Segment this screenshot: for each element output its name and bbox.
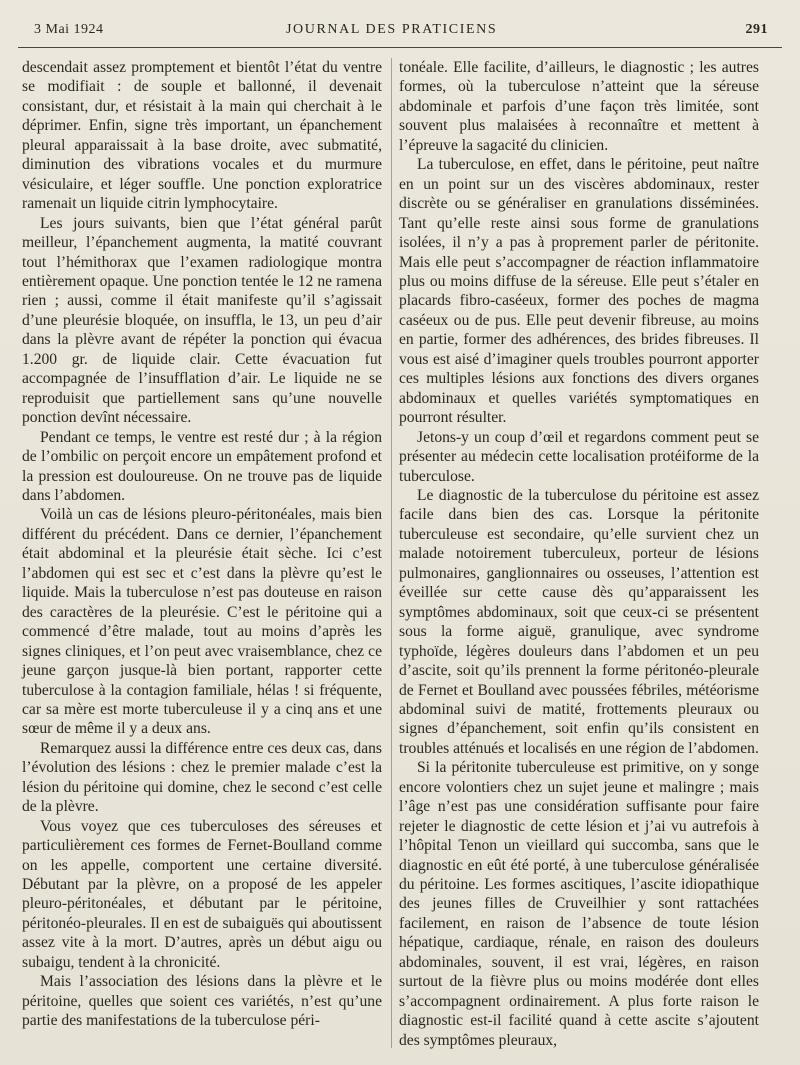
paragraph: Voilà un cas de lésions pleuro-péritonéales, mais bien différent du précédent. Dans ce dernier, l’épanchement était abdominal et la pleurésie était sèche. Ici c’est l’abdomen qui est sec et c’est dans la plèvre qu’est le liquide. Mais la tuberculose n’est pas douteuse en raison des caractères de la pleurésie. C’est le péritoine qui a commencé d’être malade, tout au moins d’après les signes cliniques, et l’on peut avec vraisemblance, chez ce jeune garçon jusque-là bien portant, rapporter cette tuberculose à la contagion familiale, hélas ! si fréquente, car sa mère est morte tuberculeuse il y a cinq ans et une sœur de même il y a deux ans. — [22, 506, 382, 738]
paragraph: tonéale. Elle facilite, d’ailleurs, le diagnostic ; les autres formes, où la tuberculose n’atteint que la séreuse abdominale et parfois d’une façon très limitée, sont souvent plus malaisées à reconnaître et mettent à l’épreuve la sagacité du clinicien. — [399, 59, 759, 154]
running-header — [18, 18, 782, 44]
journal-title: JOURNAL DES PRATICIENS — [286, 22, 498, 37]
header-rule — [18, 47, 782, 48]
column-divider — [391, 58, 392, 1048]
paragraph: La tuberculose, en effet, dans le péritoine, peut naître en un point sur un des viscères abdominaux, rester discrète ou se généraliser en granulations disséminées. Tant qu’elle reste ainsi sous forme de granulations isolées, il n’y a pas à proprement parler de péritonite. Mais elle peut s’accompagner de réaction inflammatoire plus ou moins diffuse de la séreuse. Elle peut s’étaler en placards fibro-caséeux, former des poches de magma caséeux ou de pus. Elle peut devenir fibreuse, au moins en partie, former des adhérences, des brides fibreuses. Il vous est aisé d’imaginer quels troubles pourront apporter ces multiples lésions aux fonctions des divers organes abdominaux et quelles variétés symptomatiques en pourront résulter. — [399, 156, 759, 427]
paragraph: Remarquez aussi la différence entre ces deux cas, dans l’évolution des lésions : chez le premier malade c’est la lésion du péritoine qui domine, chez le second c’est celle de la plèvre. — [22, 739, 382, 816]
right-column — [399, 58, 759, 1048]
page-number: 291 — [745, 22, 768, 37]
paragraph: descendait assez promptement et bientôt l’état du ventre se modifiait : de souple et ballonné, il devenait consistant, dur, et résistait à la main qui cherchait à le déprimer. Enfin, signe très important, un épanchement pleural apparaissait à la base droite, avec submatité, diminution des vibrations vocales et du murmure vésiculaire, et léger souffle. Une ponction exploratrice ramenait un liquide citrin lymphocytaire. — [22, 59, 382, 213]
paragraph: Vous voyez que ces tuberculoses des séreuses et particulièrement ces formes de Fernet-Boulland comme on les appelle, comportent une certaine diversité. Débutant par la plèvre, on a proposé de les appeler pleuro-péritonéales, et débutant par le péritoine, péritonéo-pleurales. Il en est de subaiguës qui aboutissent assez vite à la mort. D’autres, après un début aigu ou subaigu, tendent à la chronicité. — [22, 817, 382, 971]
paragraph: Pendant ce temps, le ventre est resté dur ; à la région de l’ombilic on perçoit encore un empâtement profond et la pression est douloureuse. On ne trouve pas de liquide dans l’abdomen. — [22, 428, 382, 504]
paragraph: Les jours suivants, bien que l’état général parût meilleur, l’épanchement augmenta, la matité couvrant tout l’hémithorax que l’examen radiologique montra entièrement opaque. Une ponction tentée le 12 ne ramena rien ; aussi, comme il était manifeste qu’il s’agissait d’une pleurésie bloquée, on insuffla, le 13, un peu d’air dans la plèvre avant de répéter la ponction qui évacua 1.200 gr. de liquide clair. Cette évacuation fut accompagnée de l’insufflation d’air. Le liquide ne se reproduisit que partiellement sans qu’une nouvelle ponction devînt nécessaire. — [22, 214, 382, 427]
left-column — [22, 58, 382, 1048]
paragraph: Jetons-y un coup d’œil et regardons comment peut se présenter au médecin cette localisation protéiforme de la tuberculose. — [399, 428, 759, 485]
paragraph: Le diagnostic de la tuberculose du péritoine est assez facile dans bien des cas. Lorsque la péritonite tuberculeuse est secondaire, qu’elle survient chez un malade notoirement tuberculeux, porteur de lésions pulmonaires, ganglionnaires ou osseuses, l’attention est éveillée sur cette cause dès qu’apparaissent les symptômes abdominaux, soit que ceux-ci se présentent sous la forme aiguë, granulique, avec syndrome typhoïde, légères douleurs dans l’abdomen et un peu d’ascite, soit qu’ils prennent la forme péritonéo-pleurale de Fernet et Boulland avec poussées fébriles, météorisme abdominal suivi de matité, frottements pleuraux ou signes d’épanchement, soit enfin qu’ils consistent en troubles atténués et localisés en une région de l’abdomen. — [399, 486, 759, 757]
paragraph: Si la péritonite tuberculeuse est primitive, on y songe encore volontiers chez un sujet jeune et malingre ; mais l’âge n’est pas une considération suffisante pour faire rejeter le diagnostic de cette lésion et j’ai vu autrefois à l’hôpital Tenon un vieillard qui succomba, sans que le diagnostic en eût été porté, à une tuberculose généralisée du péritoine. Les formes ascitiques, l’ascite idiopathique des jeunes filles de Cruveilhier y sont rattachées facilement, en raison de l’absence de toute lésion hépatique, cardiaque, rénale, en raison des douleurs abdominales, souvent, il est vrai, légères, en raison surtout de la fièvre plus ou moins modérée dont elles s’accompagnent ordinairement. A plus forte raison le diagnostic est-il facilité quand à cette ascite s’ajoutent des symptômes pleuraux, — [399, 759, 759, 1049]
issue-date: 3 Mai 1924 — [34, 22, 104, 37]
paragraph: Mais l’association des lésions dans la plèvre et le péritoine, quelles que soient ces variétés, n’est qu’une partie des manifestations de la tuberculose péri- — [22, 973, 382, 1030]
